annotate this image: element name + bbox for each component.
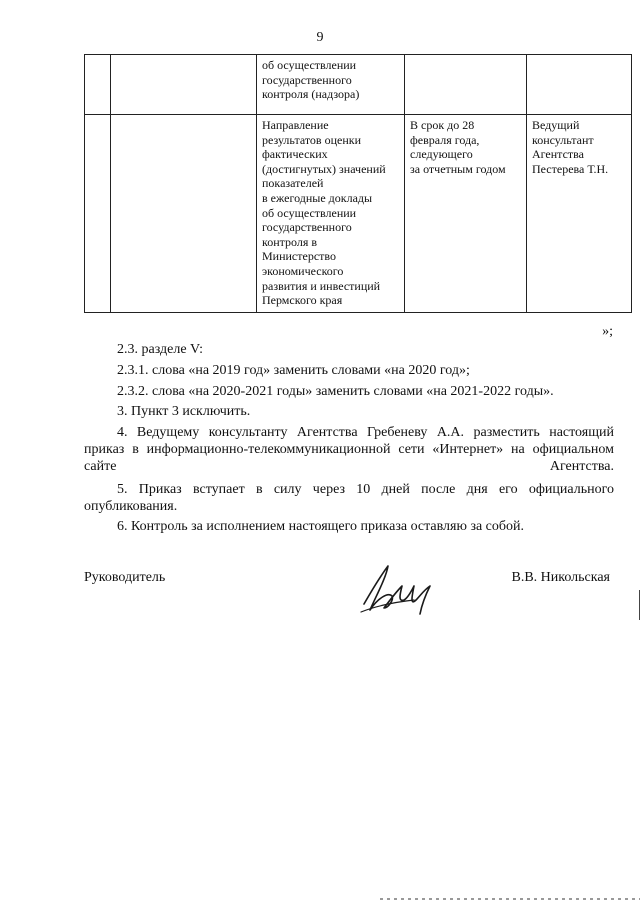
schedule-table: [84, 54, 632, 313]
cell-text-line: (достигнутых) значений: [262, 161, 386, 176]
cell-text-line: контроля в: [262, 234, 318, 249]
cell-text-line: Пестерева Т.Н.: [532, 161, 609, 176]
cell-text-line: в ежегодные доклады: [262, 190, 373, 205]
signatory-name: В.В. Никольская: [511, 570, 610, 585]
cell-text-line: за отчетным годом: [410, 161, 506, 176]
handwritten-signature: [358, 560, 438, 618]
cell-text-line: результатов оценки: [262, 132, 362, 147]
cell-text-line: контроля (надзора): [262, 87, 360, 102]
cell-text-line: Министерство: [262, 249, 336, 264]
cell-text-line: следующего: [410, 147, 473, 162]
table-cell-number: [85, 115, 111, 313]
table-cell-section: [111, 115, 257, 313]
closing-quote: »;: [602, 324, 613, 339]
paragraph-2-3: 2.3. разделе V:: [117, 342, 203, 357]
page-number: 9: [316, 30, 324, 45]
table-cell-deadline: [405, 115, 527, 313]
cell-text-line: об осуществлении: [262, 205, 357, 220]
paragraph-5: 5. Приказ вступает в силу через 10 дней после дня его официального опубликования.: [84, 482, 614, 514]
cell-text-line: февраля года,: [410, 132, 480, 147]
table-row: [85, 115, 632, 313]
table-cell-activity: [257, 115, 405, 313]
table-row: [85, 55, 632, 115]
cell-text-line: Ведущий: [532, 118, 580, 132]
cell-text-line: развития и инвестиций: [262, 278, 381, 293]
cell-text-line: об осуществлении: [262, 58, 357, 72]
paragraph-4: 4. Ведущему консультанту Агентства Гребеневу А.А. разместить настоящий приказ в информационно-телекоммуникационной сети «Интернет» на официальном сайте Агентства.: [84, 425, 614, 474]
scan-noise: [380, 898, 640, 900]
table-cell-deadline: [405, 55, 527, 115]
cell-text-line: Направление: [262, 118, 329, 132]
cell-text-line: показателей: [262, 176, 324, 191]
table-cell-responsible: [527, 115, 632, 313]
cell-text-line: государственного: [262, 220, 352, 235]
table-cell-responsible: [527, 55, 632, 115]
cell-text-line: государственного: [262, 72, 352, 87]
cell-text-line: фактических: [262, 147, 328, 162]
cell-text-line: В срок до 28: [410, 118, 475, 132]
paragraph-2-3-2: 2.3.2. слова «на 2020-2021 годы» заменить словами «на 2021-2022 годы».: [117, 384, 554, 399]
paragraph-3: 3. Пункт 3 исключить.: [117, 404, 251, 419]
cell-text-line: Агентства: [532, 147, 584, 162]
paragraph-6: 6. Контроль за исполнением настоящего приказа оставляю за собой.: [117, 519, 525, 534]
cell-text-line: консультант: [532, 132, 594, 147]
signatory-title: Руководитель: [84, 570, 166, 585]
cell-text-line: экономического: [262, 263, 344, 278]
paragraph-2-3-1: 2.3.1. слова «на 2019 год» заменить словами «на 2020 год»;: [117, 363, 470, 378]
table-cell-activity: [257, 55, 405, 115]
table-cell-number: [85, 55, 111, 115]
table-cell-section: [111, 55, 257, 115]
cell-text-line: Пермского края: [262, 293, 343, 308]
